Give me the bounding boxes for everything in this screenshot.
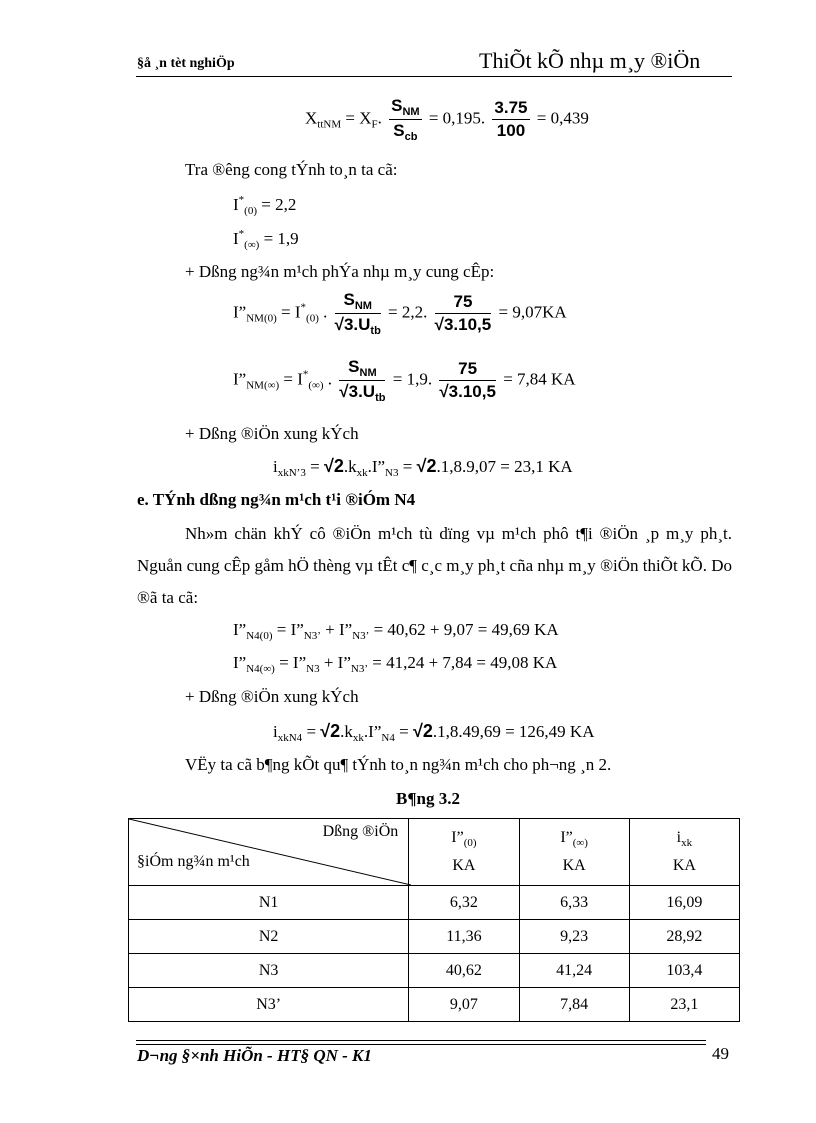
table-header-row — [129, 819, 740, 886]
text-dong-nm-phia-nha-may: + Dßng ng¾n m¹ch phÝa nhµ m¸y cung cÊp: — [185, 262, 495, 281]
cell-iinf: 41,24 — [519, 954, 629, 988]
equation-xttnm: $X_{ttNM} = X_F$. $\frac{S_{NM}}{S_{cb}}$ = 0,195. $\frac{3.75}{100}$ = 0,439 — [305, 96, 589, 143]
equation-in4-0: $I”_{N4(0)}$ = $I”_{N3’}$ + $I”_{N3’} = 40,62 + 9,07 = 49,69$ KA — [233, 620, 559, 642]
text-tra-duong-cong: Tra ®êng cong tÝnh to¸n ta cã: — [185, 160, 398, 179]
page-number: 49 — [712, 1044, 729, 1063]
cell-iinf: 6,33 — [519, 886, 629, 920]
table-row — [129, 886, 740, 920]
equation-inminf: $I”_{NM(\infty)} = I^*_{(\infty)}$ . $\frac{S_{NM}}{√3.U_{tb}}$ = 1,9. $\frac{75}{√3.10,5}$ = 7,84 KA — [233, 357, 576, 404]
cell-ixk: 103,4 — [629, 954, 739, 988]
corner-label-point: §iÓm ng¾n m¹ch — [137, 853, 250, 870]
header-left: §å ¸n tèt nghiÖp — [137, 56, 235, 71]
paragraph-n4-intro: Nh»m chän khÝ cô ®iÖn m¹ch tù dïng vµ m¹ch phô t¶i ®iÖn ¸p m¸y ph¸t. Nguån cung cÊp gåm hÖ thèng vµ tÊt c¶ c¸c m¸y ph¸t cña nhµ m¸y ®iÖn thiÕt kÕ. Do ®ã ta cã: — [137, 524, 732, 607]
equation-inm0: $I”_{NM(0)} = I^*_{(0)}$ . $\frac{S_{NM}}{√3.U_{tb}}$ = 2,2. $\frac{75}{√3.10,5}$ = 9,07KA — [233, 290, 567, 337]
table-caption: B¶ng 3.2 — [396, 789, 460, 808]
cell-ixk: 23,1 — [629, 988, 739, 1022]
header-ixk: $i_{xk}$ KA — [629, 819, 739, 886]
cell-ixk: 16,09 — [629, 886, 739, 920]
cell-point: N1 — [129, 886, 409, 920]
footer-rule-top — [136, 1040, 706, 1041]
text-dong-xung-kich-2: + Dßng ®iÖn xung kÝch — [185, 687, 359, 706]
cell-i0: 9,07 — [409, 988, 519, 1022]
equation-ixk-n3prime: $i_{xkN’3}$ = $√2.k_{xk}.I”_{N3} = √2.1,8.9,07 = 23,1$ KA — [273, 456, 573, 479]
table-row — [129, 920, 740, 954]
equation-ixk-n4: $i_{xkN4}$ = $√2.k_{xk}.I”_{N4} = √2.1,8.49,69 = 126,49$ KA — [273, 721, 595, 744]
cell-i0: 6,32 — [409, 886, 519, 920]
equation-in4-inf: $I”_{N4(\infty)}$ = $I”_{N3}$ + $I”_{N3’} = 41,24 + 7,84 = 49,08$ KA — [233, 653, 558, 675]
results-table — [128, 818, 740, 1022]
header-i0: $I”_{(0)}$ KA — [409, 819, 519, 886]
cell-iinf: 9,23 — [519, 920, 629, 954]
cell-iinf: 7,84 — [519, 988, 629, 1022]
cell-point: N3 — [129, 954, 409, 988]
cell-i0: 11,36 — [409, 920, 519, 954]
header-iinf: $I”_{(\infty)}$ KA — [519, 819, 629, 886]
table-row — [129, 954, 740, 988]
table-corner-cell — [129, 819, 409, 886]
equation-i0: $I^*_{(0)} = 2,2$ — [233, 194, 297, 217]
cell-point: N3’ — [129, 988, 409, 1022]
cell-point: N2 — [129, 920, 409, 954]
header-right: ThiÕt kÕ nhµ m¸y ®iÖn — [479, 48, 701, 73]
footer-rule-bottom — [136, 1044, 706, 1045]
equation-iinf: $I^*_{(\infty)} = 1,9$ — [233, 228, 299, 251]
text-dong-xung-kich-1: + Dßng ®iÖn xung kÝch — [185, 424, 359, 443]
cell-ixk: 28,92 — [629, 920, 739, 954]
footer-author: D¬ng §×nh HiÕn - HT§ QN - K1 — [137, 1046, 372, 1065]
corner-label-current: Dßng ®iÖn — [322, 823, 399, 840]
header-rule — [136, 76, 732, 77]
section-heading-e: e. TÝnh dßng ng¾n m¹ch t¹i ®iÓm N4 — [137, 490, 416, 509]
text-vay-ta-co: VËy ta cã b¶ng kÕt qu¶ tÝnh to¸n ng¾n m¹ch cho ph¬ng ¸n 2. — [185, 755, 612, 774]
table-row — [129, 988, 740, 1022]
cell-i0: 40,62 — [409, 954, 519, 988]
